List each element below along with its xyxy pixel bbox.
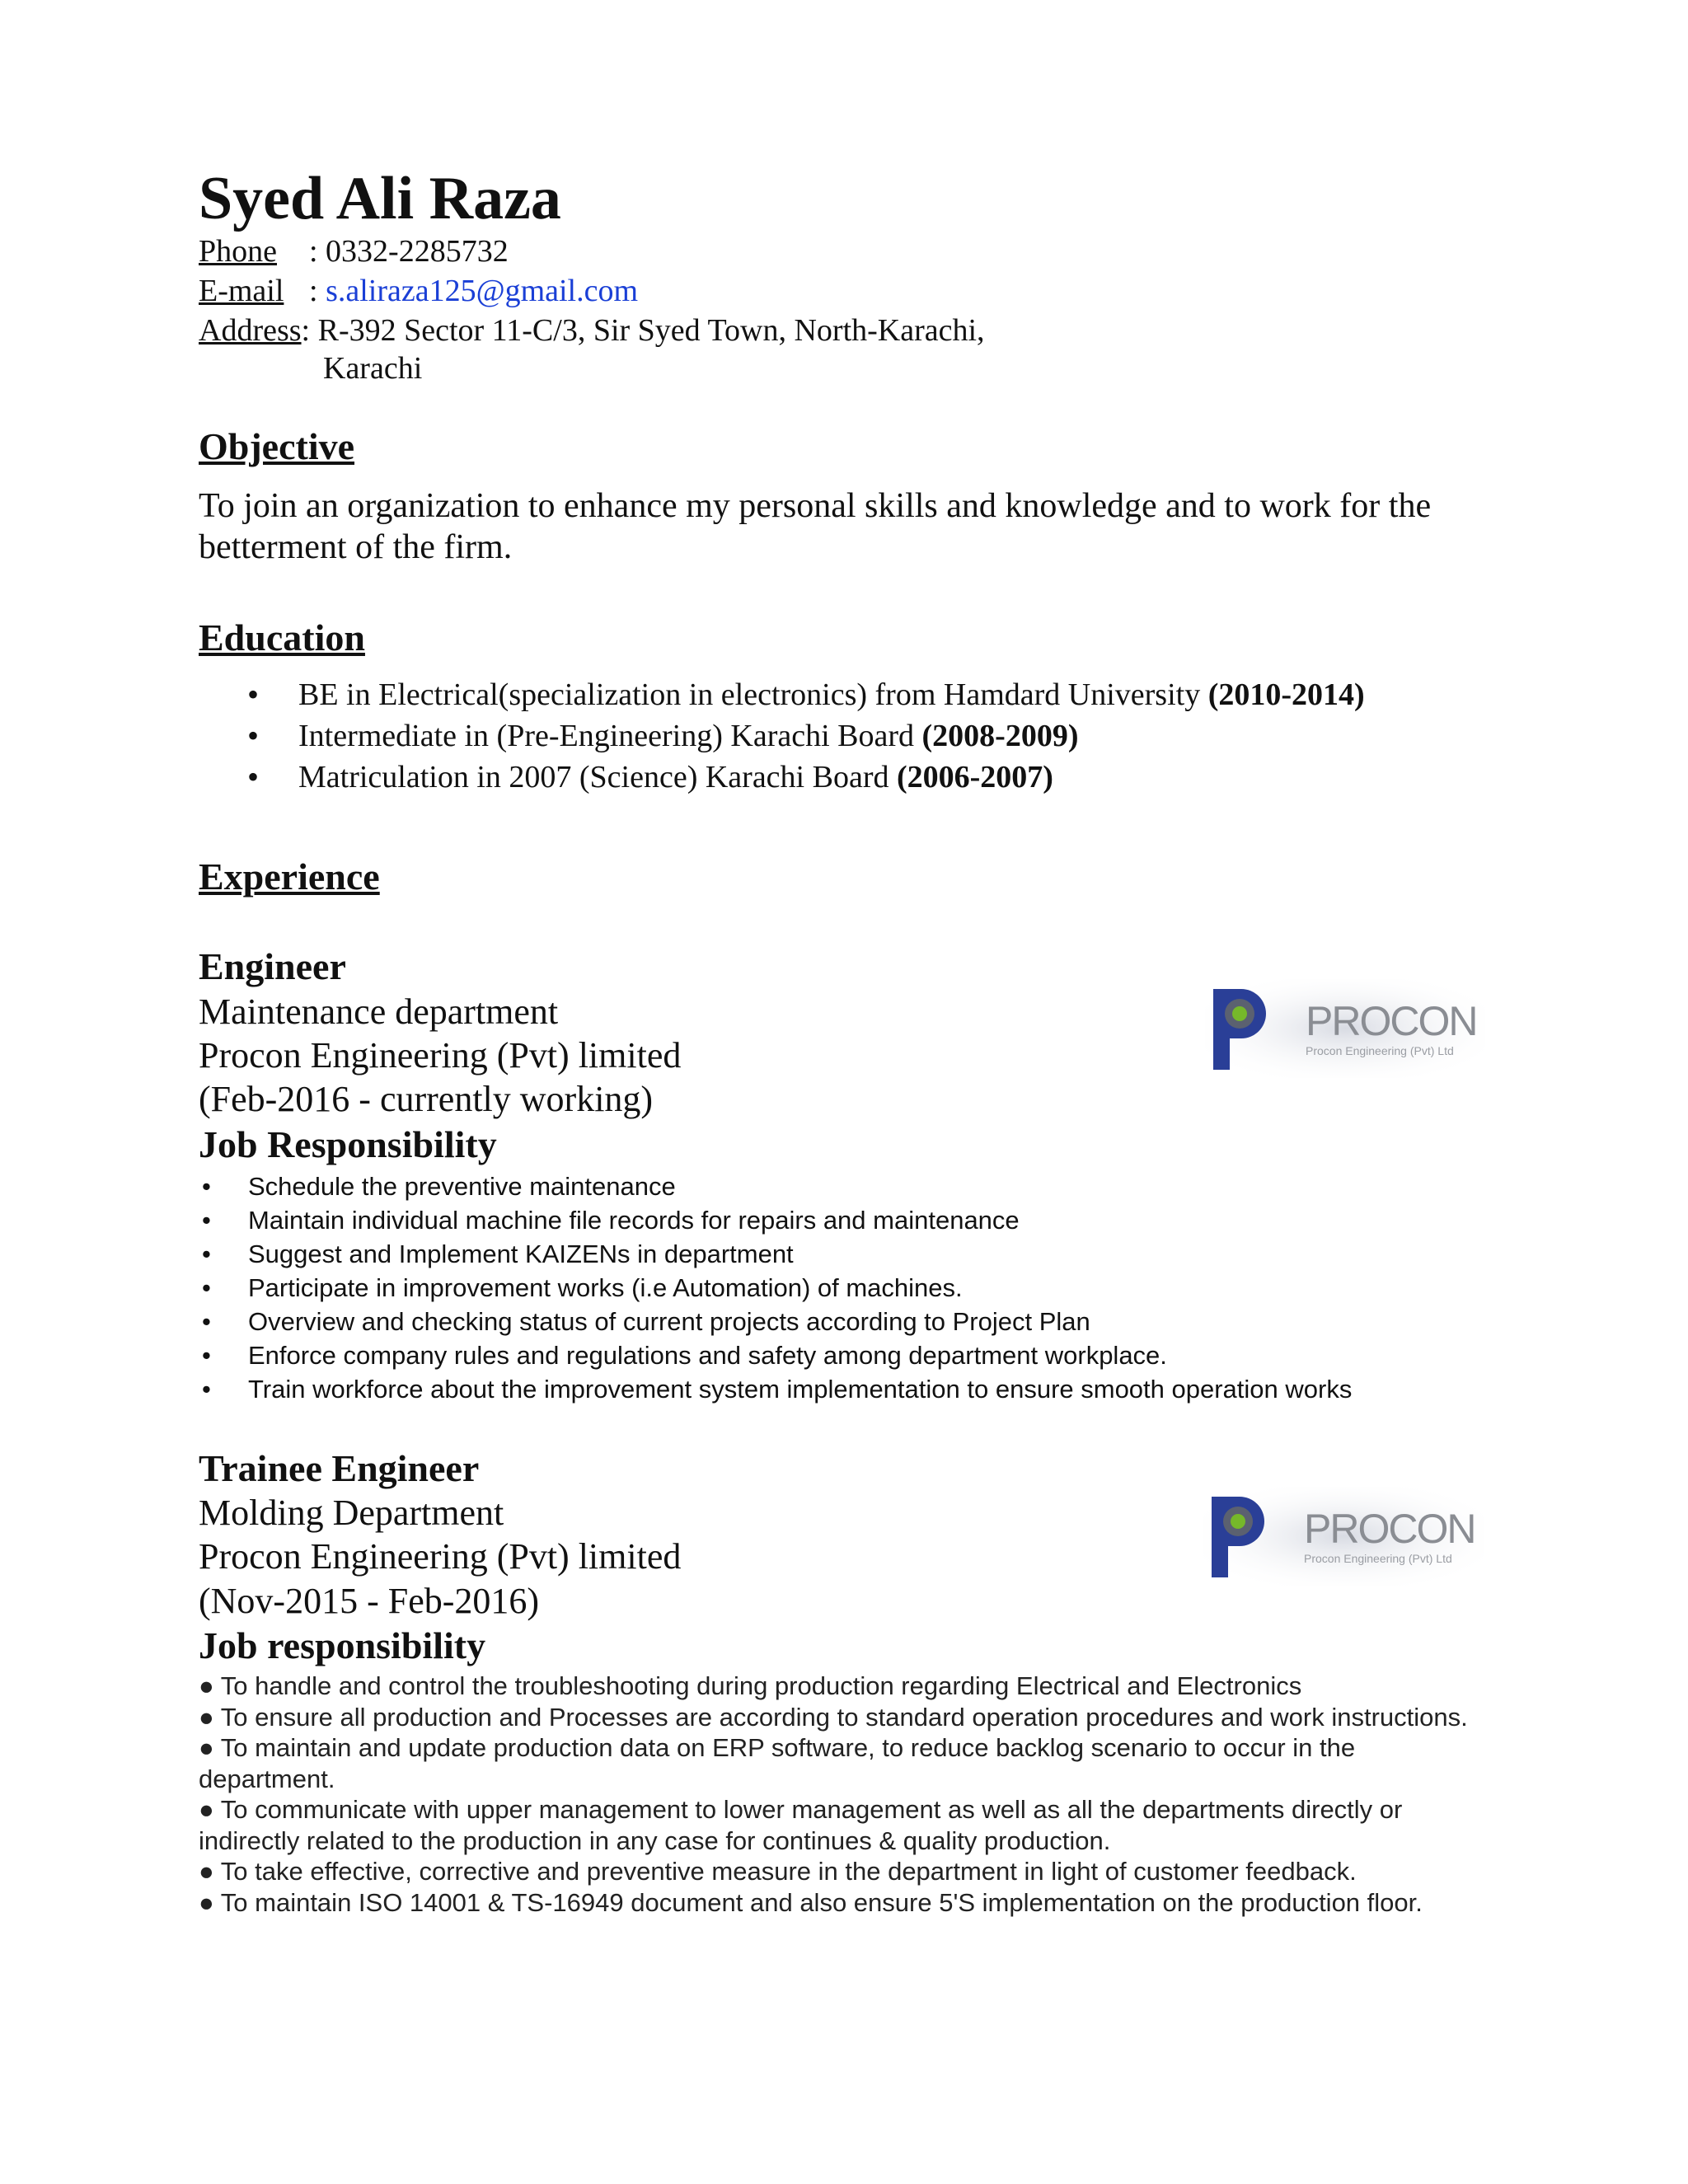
phone-row — [199, 232, 509, 270]
objective-text: To join an organization to enhance my personal skills and knowledge and to work for the betterment of the firm. — [199, 487, 1432, 566]
responsibility-item: • Train workforce about the improvement system implementation to ensure smooth operation works — [199, 1372, 1352, 1406]
job-title: Engineer — [199, 945, 346, 987]
job-responsibility-heading: Job responsibility — [199, 1624, 486, 1666]
responsibility-item: • Maintain individual machine file records for repairs and maintenance — [199, 1203, 1352, 1237]
responsibility-item: • Suggest and Implement KAIZENs in department — [199, 1237, 1352, 1271]
job-period: (Feb-2016 - currently working) — [199, 1079, 654, 1119]
responsibility-item: ● To take effective, corrective and preventive measure in the department in light of customer feedback. — [199, 1857, 1357, 1886]
job-period: (Nov-2015 - Feb-2016) — [199, 1581, 540, 1621]
procon-logo — [1203, 1487, 1484, 1586]
job-department: Molding Department — [199, 1493, 504, 1533]
job-responsibility-list — [199, 1169, 1352, 1406]
responsibility-item: ● To ensure all production and Processes are according to standard operation procedures and work instructions. — [199, 1702, 1468, 1732]
education-list — [247, 674, 1365, 798]
address-row — [199, 312, 985, 349]
phone-label: Phone — [199, 234, 277, 269]
address-line-1: : R-392 Sector 11-C/3, Sir Syed Town, North-Karachi, — [301, 313, 985, 348]
responsibility-item: ● To maintain and update production data on ERP software, to reduce backlog scenario to occur in the department. — [199, 1733, 1356, 1793]
email-link[interactable]: s.aliraza125@gmail.com — [326, 274, 639, 308]
address-label: Address — [199, 313, 302, 348]
responsibility-item: ● To communicate with upper management to lower management as well as all the departments directly or indirectly related to the production in any case for continues & quality production. — [199, 1795, 1403, 1855]
logo-wordmark: PROCON — [1304, 1506, 1475, 1552]
responsibility-item: • Participate in improvement works (i.e Automation) of machines. — [199, 1271, 1352, 1305]
candidate-name: Syed Ali Raza — [199, 165, 561, 232]
email-separator: : — [309, 274, 326, 308]
job-department: Maintenance department — [199, 991, 559, 1032]
procon-logo — [1205, 979, 1485, 1078]
logo-wordmark: PROCON — [1306, 998, 1477, 1044]
job-company: Procon Engineering (Pvt) limited — [199, 1536, 682, 1577]
address-line-2: Karachi — [323, 351, 423, 386]
responsibility-item: ● To handle and control the troubleshooting during production regarding Electrical and Electronics — [199, 1671, 1302, 1700]
logo-tagline: Procon Engineering (Pvt) Ltd — [1306, 1044, 1454, 1057]
education-heading: Education — [199, 616, 365, 658]
experience-heading: Experience — [199, 855, 380, 898]
responsibility-item: • Enforce company rules and regulations and safety among department workplace. — [199, 1338, 1352, 1372]
email-row — [199, 272, 638, 310]
responsibility-item: • Schedule the preventive maintenance — [199, 1169, 1352, 1203]
responsibility-item: • Overview and checking status of current projects according to Project Plan — [199, 1305, 1352, 1338]
logo-tagline: Procon Engineering (Pvt) Ltd — [1304, 1552, 1452, 1565]
job-responsibility-list — [199, 1671, 1484, 1918]
responsibility-item: ● To maintain ISO 14001 & TS-16949 document and also ensure 5'S implementation on the production floor. — [199, 1887, 1423, 1917]
education-item: • Matriculation in 2007 (Science) Karachi Board (2006-2007) — [247, 757, 1365, 798]
job-company: Procon Engineering (Pvt) limited — [199, 1035, 682, 1076]
phone-value: : 0332-2285732 — [309, 234, 509, 269]
job-title: Trainee Engineer — [199, 1447, 480, 1489]
email-label: E-mail — [199, 274, 284, 308]
education-item: • Intermediate in (Pre-Engineering) Karachi Board (2008-2009) — [247, 715, 1365, 757]
objective-heading: Objective — [199, 425, 355, 467]
job-responsibility-heading: Job Responsibility — [199, 1123, 497, 1165]
education-item: • BE in Electrical(specialization in electronics) from Hamdard University (2010-2014) — [247, 674, 1365, 715]
